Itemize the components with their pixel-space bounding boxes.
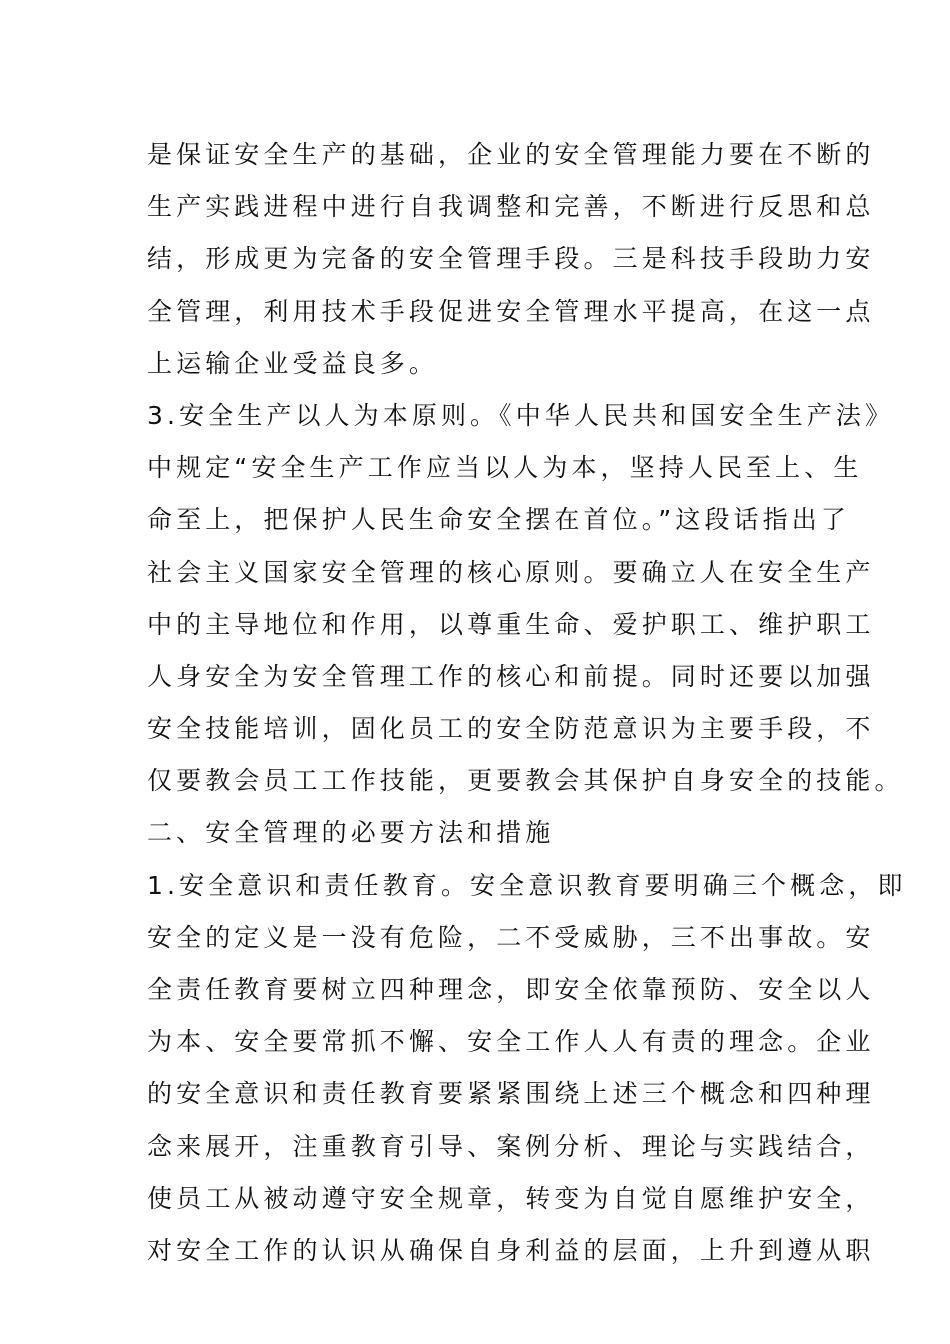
section-heading: 二、安全管理的必要方法和措施 <box>147 818 555 848</box>
text-line: 仅要教会员工工作技能，更要教会其保护自身安全的技能。 <box>147 766 904 796</box>
text-line: 为本、安全要常抓不懈、安全工作人人有责的理念。企业 <box>147 1027 875 1057</box>
text-line: 中的主导地位和作用，以尊重生命、爱护职工、维护职工 <box>147 609 875 639</box>
text-line: 全责任教育要树立四种理念，即安全依靠预防、安全以人 <box>147 975 875 1004</box>
text-line: 使员工从被动遵守安全规章，转变为自觉自愿维护安全， <box>147 1183 875 1213</box>
text-line: 1.安全意识和责任教育。安全意识教育要明确三个概念，即 <box>147 870 907 900</box>
text-line: 安全技能培训，固化员工的安全防范意识为主要手段，不 <box>147 714 875 744</box>
text-line: 对安全工作的认识从确保自身利益的层面，上升到遵从职 <box>147 1235 875 1265</box>
text-line: 社会主义国家安全管理的核心原则。要确立人在安全生产 <box>147 557 875 587</box>
text-line: 命至上，把保护人民生命安全摆在首位。”这段话指出了 <box>147 505 850 535</box>
text-line: 是保证安全生产的基础，企业的安全管理能力要在不断的 <box>147 140 875 169</box>
text-line: 上运输企业受益良多。 <box>147 348 439 378</box>
text-line: 中规定“安全生产工作应当以人为本，坚持人民至上、生 <box>147 453 863 483</box>
text-line: 人身安全为安全管理工作的核心和前提。同时还要以加强 <box>147 661 875 691</box>
text-line: 3.安全生产以人为本原则。《中华人民共和国安全生产法》 <box>147 400 895 430</box>
body-text <box>147 129 907 1277</box>
text-line: 念来展开，注重教育引导、案例分析、理论与实践结合， <box>147 1131 875 1161</box>
text-line: 的安全意识和责任教育要紧紧围绕上述三个概念和四种理 <box>147 1079 875 1109</box>
text-line: 安全的定义是一没有危险，二不受威胁，三不出事故。安 <box>147 922 875 952</box>
text-line: 结，形成更为完备的安全管理手段。三是科技手段助力安 <box>147 244 875 274</box>
text-line: 生产实践进程中进行自我调整和完善，不断进行反思和总 <box>147 192 875 222</box>
text-line: 全管理，利用技术手段促进安全管理水平提高，在这一点 <box>147 296 875 326</box>
